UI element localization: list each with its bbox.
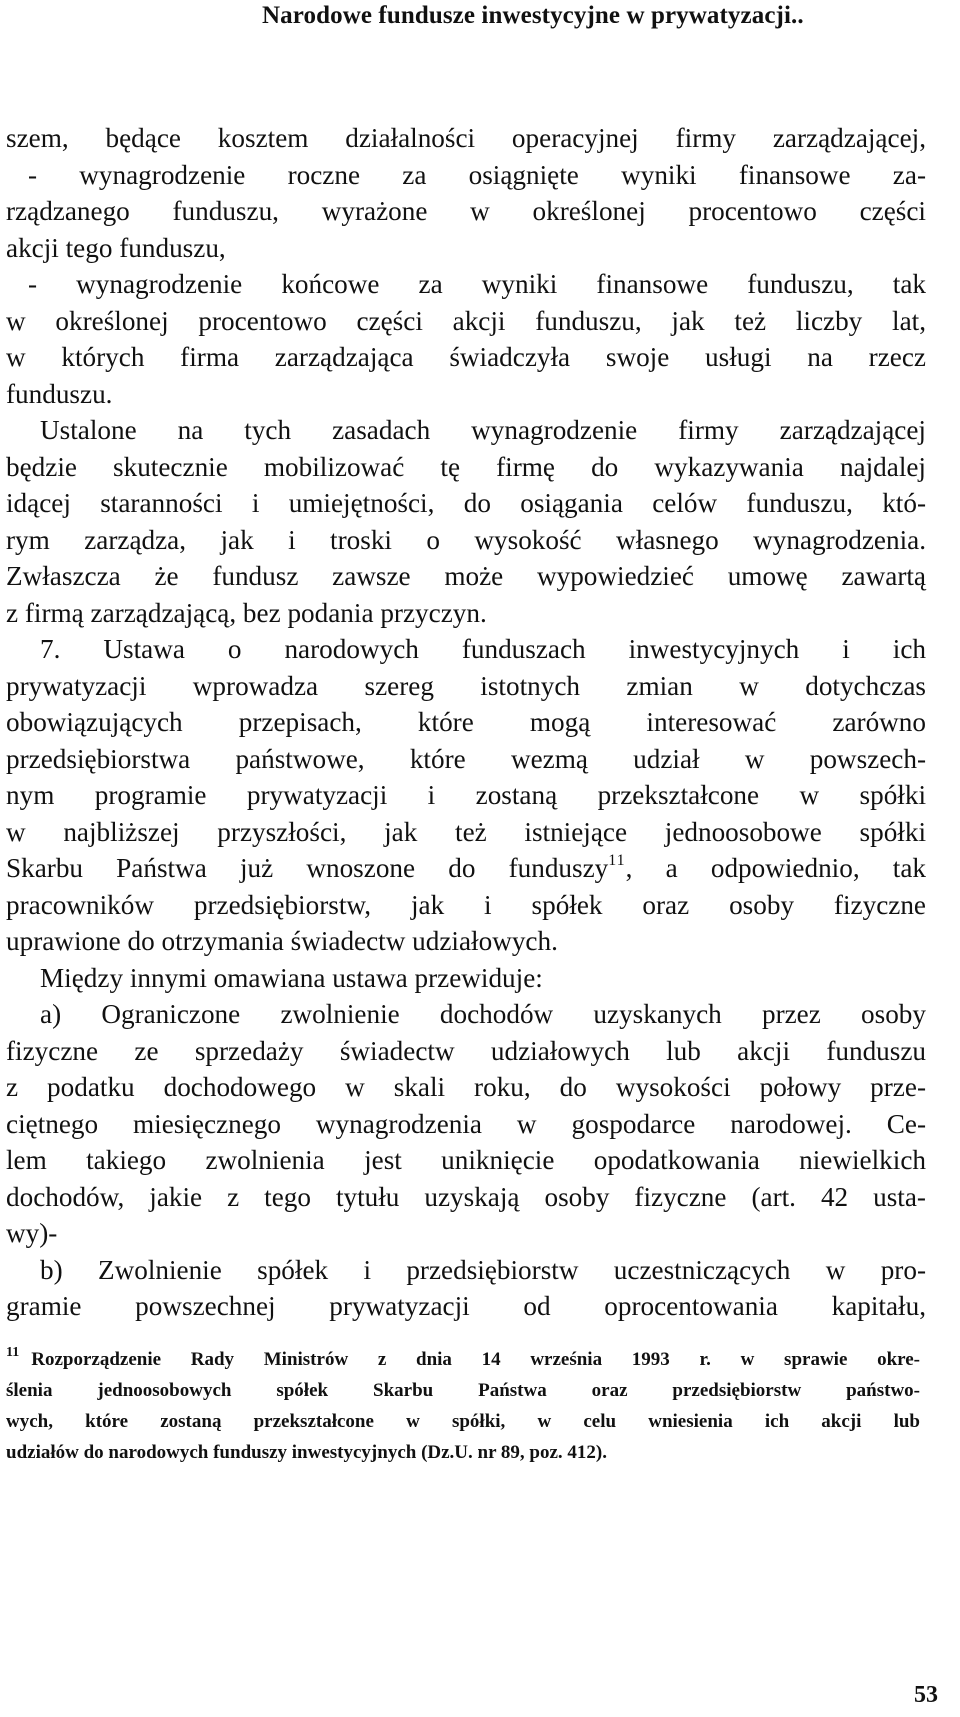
footnote-reference: 11: [608, 852, 626, 869]
body-line: z firmą zarządzającą, bez podania przyczyn.: [6, 597, 487, 628]
body-line: prywatyzacji wprowadza szereg istotnych zmian w dotychczas: [6, 670, 926, 701]
body-line: Między innymi omawiana ustawa przewiduje:: [40, 962, 543, 993]
body-line: idącej staranności i umiejętności, do osiągania celów funduszu, któ-: [6, 488, 926, 518]
body-line: rządzanego funduszu, wyrażone w określonej procentowo części: [6, 196, 926, 226]
footnote: [6, 1344, 920, 1468]
body-line: w których firma zarządzająca świadczyła swoje usługi na rzecz: [6, 342, 926, 372]
footnote-line: [6, 1344, 920, 1375]
body-line: w określonej procentowo części akcji funduszu, jak też liczby lat,: [6, 305, 926, 336]
body-line: będzie skutecznie mobilizować tę firmę do wykazywania najdalej: [6, 451, 926, 482]
page-number: 53: [914, 1682, 938, 1708]
body-line: obowiązujących przepisach, które mogą interesować zarówno: [6, 707, 926, 737]
footnote-marker: 11: [6, 1345, 20, 1360]
body-line: pracowników przedsiębiorstw, jak i spółek oraz osoby fizyczne: [6, 889, 926, 920]
body-text: [6, 120, 926, 1325]
footnote-line: udziałów do narodowych funduszy inwestycyjnych (Dz.U. nr 89, poz. 412).: [6, 1442, 608, 1463]
body-line: lem takiego zwolnienia jest uniknięcie opodatkowania niewielkich: [6, 1145, 926, 1175]
body-line: funduszu.: [6, 378, 113, 409]
body-line: szem, będące kosztem działalności operacyjnej firmy zarządzającej,: [6, 123, 926, 153]
body-line: dochodów, jakie z tego tytułu uzyskają osoby fizyczne (art. 42 usta-: [6, 1181, 926, 1212]
body-line-with-footnote-ref: [6, 850, 926, 887]
footnote-line: wych, które zostaną przekształcone w spółki, w celu wniesienia ich akcji lub: [6, 1411, 920, 1432]
body-line: gramie powszechnej prywatyzacji od oprocentowania kapitału,: [6, 1291, 926, 1321]
body-line: w najbliższej przyszłości, jak też istniejące jednoosobowe spółki: [6, 816, 926, 847]
body-line: fizyczne ze sprzedaży świadectw udziałowych lub akcji funduszu: [6, 1035, 926, 1066]
body-line: Zwłaszcza że fundusz zawsze może wypowiedzieć umowę zawartą: [6, 561, 926, 591]
body-line: rym zarządza, jak i troski o wysokość własnego wynagrodzenia.: [6, 524, 926, 555]
body-line: przedsiębiorstwa państwowe, które wezmą udział w powszech-: [6, 743, 926, 774]
body-line: uprawione do otrzymania świadectw udziałowych.: [6, 926, 558, 956]
body-line: ciętnego miesięcznego wynagrodzenia w gospodarce narodowej. Ce-: [6, 1108, 926, 1139]
body-line: nym programie prywatyzacji i zostaną przekształcone w spółki: [6, 780, 926, 810]
body-line: z podatku dochodowego w skali roku, do wysokości połowy prze-: [6, 1072, 926, 1102]
body-line: wy)-: [6, 1218, 58, 1248]
footnote-line: ślenia jednoosobowych spółek Skarbu Państwa oraz przedsiębiorstw państwo-: [6, 1380, 920, 1401]
body-line: Ustalone na tych zasadach wynagrodzenie firmy zarządzającej: [40, 415, 926, 445]
body-line: 7. Ustawa o narodowych funduszach inwestycyjnych i ich: [40, 634, 926, 664]
body-line: a) Ograniczone zwolnienie dochodów uzyskanych przez osoby: [40, 999, 926, 1029]
body-line-part: Skarbu Państwa już wnoszone do funduszy: [6, 853, 609, 883]
body-line: - wynagrodzenie roczne za osiągnięte wyniki finansowe za-: [28, 159, 926, 190]
body-line: b) Zwolnienie spółek i przedsiębiorstw uczestniczących w pro-: [40, 1254, 926, 1285]
footnote-text: Rozporządzenie Rady Ministrów z dnia 14 września 1993 r. w sprawie okre-: [31, 1349, 920, 1370]
body-line: - wynagrodzenie końcowe za wyniki finansowe funduszu, tak: [28, 269, 926, 299]
body-line-part: , a odpowiednio, tak: [625, 853, 927, 883]
body-line: akcji tego funduszu,: [6, 232, 226, 263]
running-header: Narodowe fundusze inwestycyjne w prywatyzacji..: [262, 2, 804, 29]
